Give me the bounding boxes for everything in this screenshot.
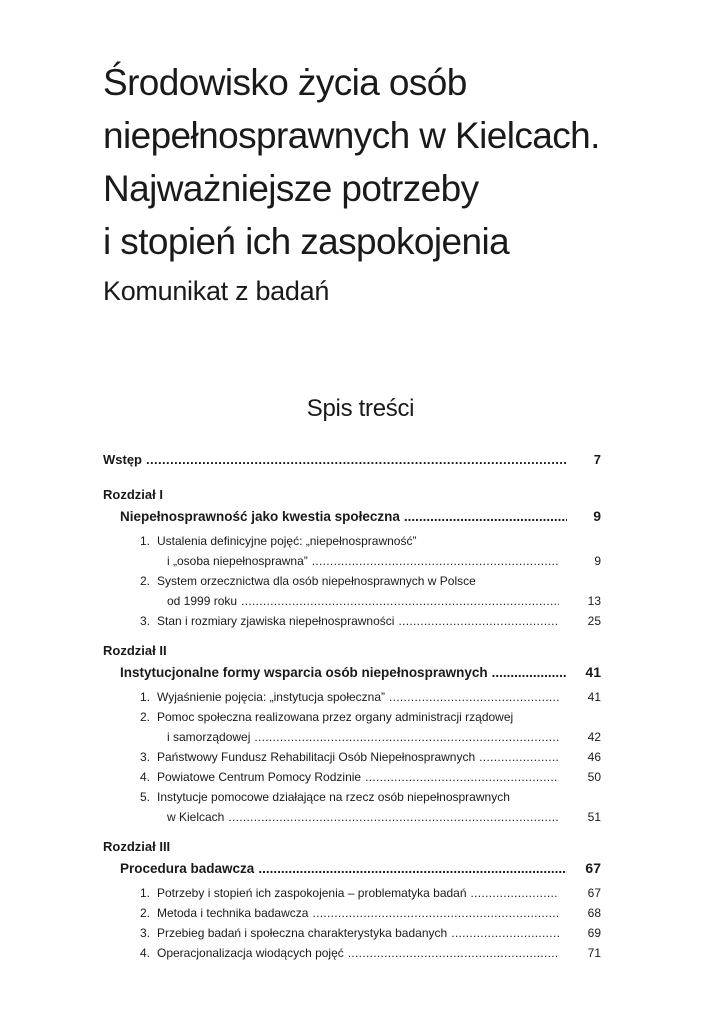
- toc-entry-page: 9: [593, 508, 601, 524]
- dot-leader: [479, 747, 559, 767]
- chapter-label: Rozdział III: [103, 839, 171, 854]
- dot-leader: [492, 662, 567, 684]
- toc-entry-page: 67: [585, 860, 601, 876]
- title-block: [103, 56, 683, 308]
- dot-leader: [471, 883, 559, 903]
- toc-item-page: 51: [587, 810, 601, 824]
- chapter-items: [103, 687, 601, 827]
- toc-heading: Spis treści: [306, 395, 415, 422]
- toc-item-page: 67: [587, 886, 601, 900]
- toc-item[interactable]: [140, 883, 601, 903]
- toc-item-number: 3.: [140, 926, 151, 940]
- toc-item-text: Metoda i technika badawcza: [157, 906, 309, 920]
- toc-chapter-title-entry[interactable]: [103, 661, 601, 687]
- toc-entry-intro[interactable]: [103, 445, 601, 475]
- toc-item-text: Wyjaśnienie pojęcia: „instytucja społeczna”: [157, 690, 385, 704]
- dot-leader: [312, 551, 559, 571]
- dot-leader: [348, 943, 559, 963]
- toc-item-number: 1.: [140, 534, 151, 548]
- dot-leader: [254, 727, 559, 747]
- dot-leader: [258, 858, 567, 880]
- toc-item[interactable]: [140, 687, 601, 707]
- toc-item-text: i samorządowej: [167, 730, 251, 744]
- chapter-title: Procedura badawcza: [120, 861, 255, 876]
- toc-item-number: 3.: [140, 750, 151, 764]
- toc-item[interactable]: [140, 903, 601, 923]
- dot-leader: [312, 903, 559, 923]
- toc-item-number: 1.: [140, 886, 151, 900]
- toc-entry-page: 41: [585, 664, 601, 680]
- toc-item[interactable]: [140, 767, 601, 787]
- document-title: [103, 56, 683, 268]
- toc-item-number: 2.: [140, 574, 151, 588]
- toc-chapter-title-entry[interactable]: [103, 505, 601, 531]
- title-line: niepełnosprawnych w Kielcach.: [103, 115, 600, 156]
- toc-entry-label: Wstęp: [103, 452, 142, 467]
- toc-item-text-line: System orzecznictwa dla osób niepełnosprawnych w Polsce: [157, 574, 476, 588]
- toc-item[interactable]: [140, 707, 601, 747]
- chapter-items: [103, 883, 601, 963]
- dot-leader: [365, 767, 559, 787]
- toc-item[interactable]: [140, 943, 601, 963]
- toc-item-number: 4.: [140, 770, 151, 784]
- toc-item-number: 5.: [140, 790, 151, 804]
- title-line: Najważniejsze potrzeby: [103, 168, 479, 209]
- toc-item-text: Potrzeby i stopień ich zaspokojenia – problematyka badań: [157, 886, 467, 900]
- toc-item[interactable]: [140, 531, 601, 571]
- dot-leader: [228, 807, 559, 827]
- toc-item-page: 9: [594, 554, 601, 568]
- table-of-contents: [103, 445, 601, 967]
- toc-item[interactable]: [140, 787, 601, 827]
- title-line: Środowisko życia osób: [103, 62, 467, 103]
- toc-item-page: 71: [587, 946, 601, 960]
- toc-chapters: [103, 485, 601, 963]
- dot-leader: [241, 591, 559, 611]
- toc-item-text: od 1999 roku: [167, 594, 238, 608]
- chapter-title: Instytucjonalne formy wsparcia osób niepełnosprawnych: [120, 665, 488, 680]
- toc-item-page: 13: [587, 594, 601, 608]
- toc-item-text: i „osoba niepełnosprawna”: [167, 554, 308, 568]
- toc-item-page: 50: [587, 770, 601, 784]
- toc-item-text: Operacjonalizacja wiodących pojęć: [157, 946, 344, 960]
- dot-leader: [398, 611, 559, 631]
- toc-chapter-title-entry[interactable]: [103, 857, 601, 883]
- toc-item[interactable]: [140, 923, 601, 943]
- document-subtitle: Komunikat z badań: [103, 276, 330, 306]
- toc-item-number: 1.: [140, 690, 151, 704]
- toc-item[interactable]: [140, 571, 601, 611]
- chapter-label: Rozdział II: [103, 643, 167, 658]
- toc-item-text: Stan i rozmiary zjawiska niepełnosprawności: [157, 614, 395, 628]
- toc-item-text: Państwowy Fundusz Rehabilitacji Osób Niepełnosprawnych: [157, 750, 476, 764]
- dot-leader: [404, 506, 567, 528]
- chapter-label: Rozdział I: [103, 487, 163, 502]
- toc-item-text: Przebieg badań i społeczna charakterystyka badanych: [157, 926, 448, 940]
- toc-item-number: 2.: [140, 906, 151, 920]
- toc-item-number: 4.: [140, 946, 151, 960]
- toc-item-text-line: Pomoc społeczna realizowana przez organy administracji rządowej: [157, 710, 514, 724]
- dot-leader: [389, 687, 559, 707]
- toc-item[interactable]: [140, 747, 601, 767]
- toc-item-page: 69: [587, 926, 601, 940]
- toc-item-number: 2.: [140, 710, 151, 724]
- toc-item-text: Powiatowe Centrum Pomocy Rodzinie: [157, 770, 362, 784]
- chapter-title: Niepełnosprawność jako kwestia społeczna: [120, 509, 400, 524]
- toc-item-page: 25: [587, 614, 601, 628]
- toc-item-text-line: Instytucje pomocowe działające na rzecz osób niepełnosprawnych: [157, 790, 510, 804]
- toc-item-page: 46: [587, 750, 601, 764]
- toc-item-text-line: Ustalenia definicyjne pojęć: „niepełnosprawność”: [157, 534, 417, 548]
- toc-item-page: 42: [587, 730, 601, 744]
- chapter-items: [103, 531, 601, 631]
- toc-item-number: 3.: [140, 614, 151, 628]
- dot-leader: [146, 445, 567, 475]
- toc-item-page: 41: [587, 690, 601, 704]
- toc-item[interactable]: [140, 611, 601, 631]
- title-line: i stopień ich zaspokojenia: [103, 221, 510, 262]
- dot-leader: [451, 923, 559, 943]
- toc-entry-page: 7: [593, 452, 601, 467]
- toc-item-page: 68: [587, 906, 601, 920]
- toc-item-text: w Kielcach: [167, 810, 225, 824]
